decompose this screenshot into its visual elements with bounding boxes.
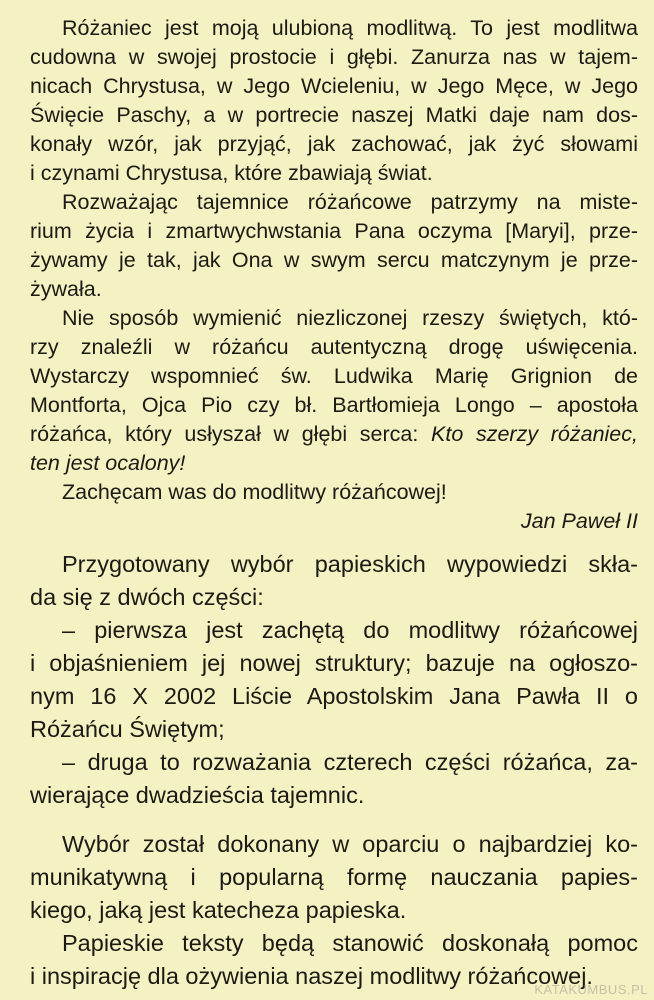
text-line [30, 420, 638, 449]
quote-line: ten jest ocalony! [30, 451, 186, 475]
document-page [30, 14, 638, 993]
text-line: Wybór został dokonany w oparciu o najbardziej ko- [62, 831, 638, 857]
text-line: i inspirację dla ożywienia naszej modlitwy różańcowej. [30, 963, 593, 989]
closing-line: Zachęcam was do modlitwy różańcowej! [62, 480, 447, 504]
text-line: Różaniec jest moją ulubioną modlitwą. To jest modlitwa [62, 16, 638, 40]
text-line: Różańcu Świętym; [30, 716, 225, 742]
text-line: nym 16 X 2002 Liście Apostolskim Jana Pawła II o [30, 683, 638, 709]
paragraph-2 [30, 188, 638, 304]
list-item-line: – pierwsza jest zachętą do modlitwy różańcowej [62, 617, 638, 643]
quote-span: Kto szerzy różaniec, [431, 422, 638, 446]
text-line: konały wzór, jak przyjąć, jak zachować, jak żyć słowami [30, 132, 638, 156]
text-line: i objaśnieniem jej nowej struktury; bazuje na ogłoszo- [30, 650, 638, 676]
text-line: kiego, jaką jest katecheza papieska. [30, 897, 407, 923]
text-line: rium życia i zmartwychwstania Pana oczyma [Maryi], prze- [30, 219, 638, 243]
text-span: różańca, który usłyszał w głębi serca: [30, 422, 432, 446]
section-gap [30, 536, 638, 548]
paragraph-1 [30, 14, 638, 188]
text-line: żywała. [30, 277, 102, 301]
text-line: i czynami Chrystusa, które zbawiają świat. [30, 161, 433, 185]
text-line: munikatywną i popularną formę nauczania papies- [30, 864, 638, 890]
text-line: Przygotowany wybór papieskich wypowiedzi skła- [62, 551, 638, 577]
paragraph-3 [30, 304, 638, 478]
text-line: Wystarczy wspomnieć św. Ludwika Marię Grignion de [30, 364, 638, 388]
watermark: KATAKUMBUS.PL [534, 982, 648, 997]
text-line: Papieskie teksty będą stanowić doskonałą pomoc [62, 930, 638, 956]
text-line: Nie sposób wymienić niezliczonej rzeszy świętych, któ- [62, 306, 638, 330]
text-line: wierające dwadzieścia tajemnic. [30, 782, 365, 808]
list-item-line: – druga to rozważania czterech części różańca, za- [62, 749, 638, 775]
section-gap [30, 812, 638, 828]
editorial-section-2 [30, 828, 638, 927]
text-line: żywamy je tak, jak Ona w swym sercu matczynym je prze- [30, 248, 638, 272]
text-line: rzy znaleźli w różańcu autentyczną drogę uświęcenia. [30, 335, 638, 359]
editorial-section-1 [30, 548, 638, 812]
text-line: nicach Chrystusa, w Jego Wcieleniu, w Jego Męce, w Jego [30, 74, 638, 98]
text-line: Rozważając tajemnice różańcowe patrzymy na miste- [62, 190, 638, 214]
text-line: Święcie Paschy, a w portrecie naszej Matki daje nam dos- [30, 103, 638, 127]
text-line: Montforta, Ojca Pio czy bł. Bartłomieja Longo – apostoła [30, 393, 638, 417]
text-line: da się z dwóch części: [30, 584, 264, 610]
text-line: cudowna w swojej prostocie i głębi. Zanurza nas w tajem- [30, 45, 638, 69]
signature: Jan Paweł II [520, 509, 638, 533]
